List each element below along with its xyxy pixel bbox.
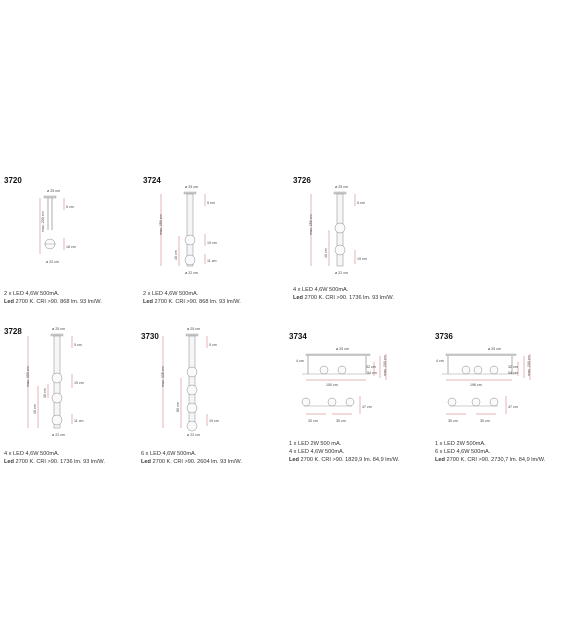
drawing-3730 [157,326,227,438]
dim-bottom-3724: ø 22 cm [185,271,198,275]
spec-3724: 2 x LED 4,6W 500mA. Led 2700 K. CRI >90. 868 lm. 93 lm/W. [143,291,241,305]
dim-d-3734: 54 cm [367,371,377,375]
dim-g-3734: 47 cm [362,405,372,409]
dim-top-3726: ø 25 cm [335,185,348,189]
dim-max-3736: max. 200 cm [527,355,531,376]
spec-3728: 4 x LED 4,6W 500mA. Led 2700 K. CRI >90. 1736 lm. 93 lm/W. [4,451,105,465]
drawing-3734 [296,344,392,434]
dim-c-3726: 19 cm [357,257,367,261]
dim-top-3736: ø 25 cm [488,347,501,351]
dim-d-3736: 54 cm [508,371,518,375]
product-code-3734: 3734 [289,332,307,341]
dim-c-3728: 30 cm [43,388,47,398]
dim-b-3720: 18 cm [66,245,76,249]
dim-b-3736: 196 cm [470,383,482,387]
dim-a-3728: 5 cm [74,343,82,347]
dim-max-3734: max. 200 cm [383,355,387,376]
drawing-3726 [305,184,375,276]
dim-max-3720: max. 200 cm [41,211,45,232]
product-code-3724: 3724 [143,176,161,185]
dim-e-3736: 30 cm [448,419,458,423]
drawing-3720 [20,188,80,270]
dim-max-3726: max. 250 cm [309,214,313,235]
dim-top-3724: ø 25 cm [185,185,198,189]
spec-3730: 6 x LED 4,6W 500mA. Led 2700 K. CRI >90. 2604 lm. 93 lm/W. [141,451,242,465]
dim-bottom-3728: ø 22 cm [52,433,65,437]
dim-b-3734: 150 cm [326,383,338,387]
dim-d-3728: 19 cm [74,381,84,385]
dim-d-3724: 11 cm [207,259,217,263]
spec-3720: 2 x LED 4,6W 500mA. Led 2700 K. CRI >90. 868 lm. 93 lm/W. [4,291,102,305]
dim-a-3736: 4 cm [436,359,444,363]
dim-max-3730: max. 335 cm [161,366,165,387]
drawing-3724 [155,184,225,276]
dim-e-3728: 11 cm [74,419,84,423]
dim-c-3724: 19 cm [207,241,217,245]
dim-bottom-3730: ø 22 cm [187,433,200,437]
dim-c-3734: 32 cm [366,365,376,369]
spec-3734: 1 x LED 2W 500 mA. 4 x LED 4,6W 500mA. Led 2700 K. CRI >90. 1829,9 lm. 84,9 lm/W. [289,441,400,463]
dim-f-3736: 30 cm [480,419,490,423]
spec-3736: 1 x LED 2W 500mA. 6 x LED 4,6W 500mA. Led 2700 K. CRI >90. 2730,7 lm. 84,9 lm/W. [435,441,546,463]
spec-3726: 4 x LED 4,6W 500mA. Led 2700 K. CRI >90. 1736 lm. 93 lm/W. [293,287,394,301]
dim-e-3734: 30 cm [308,419,318,423]
dim-a-3720: 5 cm [66,205,74,209]
product-code-3726: 3726 [293,176,311,185]
dim-a-3734: 4 cm [296,359,304,363]
dim-bottom-3720: ø 22 cm [46,260,59,264]
dim-top-3730: ø 25 cm [187,327,200,331]
dim-top-3734: ø 25 cm [336,347,349,351]
dim-b-3726: 40 cm [324,248,328,258]
dim-a-3726: 5 cm [357,201,365,205]
dim-b-3728: 40 cm [33,404,37,414]
drawing-3728 [22,326,92,438]
product-code-3728: 3728 [4,327,22,336]
product-code-3730: 3730 [141,332,159,341]
dim-b-3724: 40 cm [174,250,178,260]
dim-a-3730: 5 cm [209,343,217,347]
dim-top-3728: ø 25 cm [52,327,65,331]
product-code-3720: 3720 [4,176,22,185]
dim-a-3724: 5 cm [207,201,215,205]
dim-f-3734: 30 cm [336,419,346,423]
dim-c-3730: 19 cm [209,419,219,423]
dim-max-3728: max. 300 cm [26,366,30,387]
drawing-3736 [436,344,536,434]
dim-top-3720: ø 25 cm [47,189,60,193]
dim-bottom-3726: ø 22 cm [335,271,348,275]
product-code-3736: 3736 [435,332,453,341]
dim-max-3724: max. 250 cm [159,214,163,235]
dim-b-3730: 80 cm [176,402,180,412]
dim-c-3736: 32 cm [508,365,518,369]
dim-g-3736: 47 cm [508,405,518,409]
